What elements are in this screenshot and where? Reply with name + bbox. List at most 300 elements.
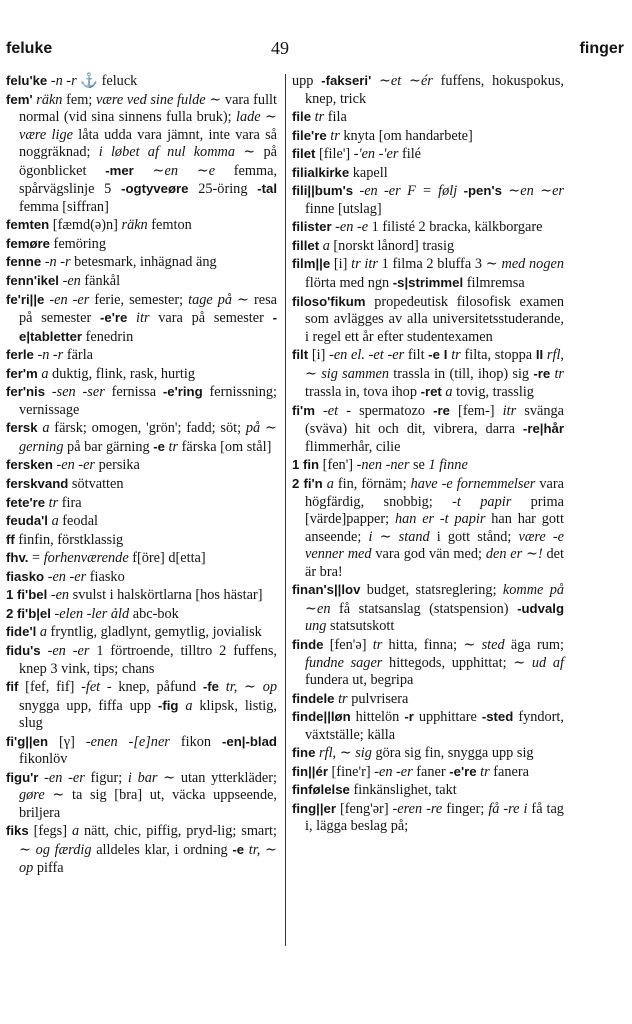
entry-italic: -fet — [81, 679, 101, 696]
entry-italic: -en -er — [47, 568, 87, 585]
entry-italic: ∼ ud af — [513, 654, 564, 671]
entry-text: trassla in, tova ihop — [305, 384, 421, 401]
entry-text: [fegs] — [28, 823, 72, 840]
entry-italic: -'en -'er — [353, 146, 399, 163]
dictionary-entry — [292, 293, 564, 347]
entry-headword: figu'r — [6, 769, 39, 785]
entry-italic: ∼en ∼er — [508, 183, 565, 200]
entry-text: f[öre] d[etta] — [128, 550, 206, 567]
entry-subword: -s|strimmel — [392, 275, 464, 291]
entry-italic: på ∼ gerning — [19, 420, 277, 455]
entry-headword: fersken — [6, 457, 53, 473]
entry-headword: file — [292, 109, 312, 125]
right-column — [292, 72, 564, 836]
dictionary-entry — [292, 346, 564, 402]
entry-headword: 1 fin — [292, 457, 320, 473]
entry-italic: i ∼ stand — [368, 528, 430, 545]
entry-text: fernissa — [104, 384, 163, 401]
entry-italic: tr — [554, 365, 564, 382]
entry-text: - spermatozo — [338, 402, 434, 419]
entry-italic: a — [42, 420, 50, 437]
dictionary-entry — [6, 235, 277, 254]
entry-text: sötvatten — [68, 476, 124, 493]
entry-text: propedeutisk filosofisk examen som avlägges av alla universitetsstuderande, i regel ett år efter studentexamen — [305, 293, 564, 345]
entry-text: femma, spårvägslinje 5 — [19, 162, 278, 198]
entry-text: [i] — [330, 256, 352, 273]
entry-text: filta, stoppa — [460, 347, 536, 364]
entry-headword: fiks — [6, 823, 29, 839]
dictionary-entry — [6, 419, 277, 456]
entry-text: vara på semester — [149, 310, 273, 327]
entry-headword: finan's||lov — [292, 582, 361, 598]
dictionary-entry — [292, 636, 564, 690]
entry-subword: -tal — [257, 181, 278, 197]
entry-italic: a — [445, 384, 453, 401]
entry-text: [fen'] — [319, 457, 357, 474]
entry-italic: forhenværende — [43, 550, 129, 567]
entry-text: göra sig fin, snygga upp sig — [371, 745, 534, 762]
entry-text: statsutskott — [326, 618, 395, 635]
dictionary-entry — [6, 605, 277, 624]
entry-headword: fi'g||en — [6, 733, 49, 749]
page-number: 49 — [271, 38, 289, 58]
entry-subword: II — [535, 347, 544, 363]
entry-text: finne [utslag] — [305, 200, 382, 217]
entry-italic: -n -r — [50, 73, 77, 89]
entry-headword: finde — [292, 636, 324, 652]
dictionary-entry — [292, 164, 564, 183]
entry-headword: 2 fi'n — [292, 476, 323, 492]
entry-headword: fer'm — [6, 365, 38, 381]
entry-text: [norskt lånord] trasig — [329, 237, 455, 254]
entry-text: fenedrin — [82, 328, 134, 345]
entry-italic: -et — [323, 402, 339, 419]
entry-italic: ∼ med nogen — [485, 256, 564, 273]
entry-italic: have -e fornemmelser — [410, 476, 536, 493]
entry-text: [file'] — [315, 146, 354, 163]
dictionary-entry — [6, 346, 277, 365]
dictionary-entry — [292, 456, 564, 475]
entry-text: pulvrisera — [347, 690, 409, 707]
entry-text: äga rum; — [504, 636, 564, 653]
entry-text: resa på semester — [19, 291, 278, 327]
dictionary-entry — [292, 581, 564, 636]
entry-text: 1 filma 2 bluffa 3 — [377, 256, 486, 273]
entry-text: i gott stånd; — [429, 528, 519, 545]
entry-text: duktig, flink, rask, hurtig — [48, 365, 195, 382]
entry-subword: -mer — [105, 162, 134, 178]
entry-italic: ∼ og færdig — [19, 841, 92, 858]
entry-italic: komme på ∼en — [305, 582, 564, 617]
entry-text: filé — [398, 146, 422, 163]
entry-italic: -en -er — [44, 769, 85, 786]
entry-subword: -fig — [157, 697, 179, 713]
entry-headword: fer'nis — [6, 384, 46, 400]
entry-text: låta udda vara jämnt, inte vara så noggräknad; — [19, 126, 277, 161]
entry-headword: fenne — [6, 254, 42, 270]
dictionary-entry — [292, 127, 564, 146]
entry-italic: tr — [451, 347, 461, 364]
entry-text: hittelön — [350, 709, 405, 726]
entry-subword: -en|-blad — [222, 733, 277, 749]
entry-italic: tr itr — [351, 256, 378, 273]
entry-italic: a — [326, 476, 334, 493]
dictionary-entry — [6, 72, 277, 91]
entry-italic: ∼ sted — [463, 636, 505, 653]
left-column — [6, 72, 277, 877]
entry-italic: itr — [502, 402, 517, 419]
dictionary-entry — [292, 763, 564, 782]
entry-text: trassla in (till, ihop) sig — [389, 365, 534, 382]
entry-text: 1 filisté 2 bracka, kälkborgare — [368, 219, 543, 236]
entry-text: filmremsa — [463, 275, 525, 292]
entry-text — [127, 310, 136, 326]
entry-italic: rfl, ∼ sig — [319, 745, 372, 762]
entry-text: fuffens, hokuspokus, knep, trick — [305, 73, 564, 107]
entry-text: fundera ut, begripa — [305, 672, 414, 689]
entry-italic: -en -er — [47, 642, 90, 659]
entry-text: femöring — [49, 235, 106, 252]
entry-italic: fundne sager — [305, 654, 383, 671]
dictionary-entry — [6, 383, 277, 419]
entry-italic: a — [71, 823, 80, 840]
entry-subword: -r — [404, 709, 414, 725]
entry-text: femma [siffran] — [19, 198, 109, 215]
dictionary-entry — [6, 623, 277, 642]
entry-text: [fine'r] — [327, 763, 375, 780]
entry-text — [134, 163, 153, 179]
entry-text: vara högfärdig, snobbig; — [305, 476, 564, 510]
dictionary-entry — [6, 769, 277, 823]
entry-italic: räkn — [36, 91, 63, 108]
entry-text: femton — [147, 217, 192, 234]
entry-italic: -en — [62, 273, 81, 290]
entry-italic: -n -r — [44, 254, 71, 271]
dictionary-entry — [292, 218, 564, 237]
entry-text: nätt, chic, piffig, pryd-lig; smart; — [79, 823, 277, 840]
dictionary-entry — [6, 291, 277, 347]
entry-italic: lade ∼ være lige — [19, 109, 277, 143]
entry-text: kapell — [349, 164, 388, 181]
dictionary-entry — [6, 456, 277, 475]
dictionary-entry — [6, 678, 277, 733]
entry-text: = — [28, 550, 44, 567]
entry-text: fikon — [169, 733, 223, 750]
entry-text — [41, 643, 48, 659]
entry-text: fänkål — [80, 273, 121, 290]
entry-text: fyndort, växtställe; källa — [305, 709, 564, 743]
entry-subword: -re — [433, 402, 450, 418]
entry-text — [45, 384, 52, 400]
entry-headword: fillet — [292, 237, 320, 253]
entry-headword: fi'm — [292, 402, 315, 418]
entry-text: fin, förnäm; — [333, 476, 411, 493]
entry-italic: -enen -[e]ner — [85, 733, 170, 750]
running-head-last-word: finger — [579, 40, 624, 57]
entry-text — [219, 679, 226, 695]
entry-text: finger; — [442, 800, 489, 817]
entry-text: knyta [om handarbete] — [339, 127, 473, 144]
entry-text: färska [om stål] — [178, 438, 272, 455]
entry-text: på ögonblicket — [19, 144, 278, 179]
dictionary-entry — [292, 690, 564, 709]
entry-text: filt — [404, 347, 429, 364]
entry-italic: -en -e — [335, 219, 369, 236]
entry-subword: -fe — [202, 679, 220, 695]
entry-headword: fine — [292, 745, 316, 761]
dictionary-entry — [292, 800, 564, 836]
dictionary-entry — [292, 781, 564, 800]
entry-italic: -n -r — [37, 347, 64, 364]
entry-italic: a — [41, 365, 49, 382]
running-head — [0, 38, 632, 66]
entry-headword: fete're — [6, 494, 46, 510]
dictionary-entry — [6, 475, 277, 494]
entry-italic: være ved sine fulde — [95, 91, 206, 108]
entry-italic: tr, ∼ op — [19, 841, 277, 876]
dictionary-entry — [6, 531, 277, 550]
entry-headword: fe'ri||e — [6, 291, 45, 307]
entry-text: faner — [412, 763, 450, 780]
entry-headword: fhv. — [6, 550, 29, 566]
entry-italic: a — [51, 513, 59, 530]
entry-text: hittegods, upphittat; — [382, 654, 514, 671]
entry-italic: tr — [314, 109, 325, 126]
entry-subword: -udvalg — [517, 600, 564, 616]
entry-subword: -ret — [420, 384, 442, 400]
entry-italic: -t papir — [452, 493, 512, 510]
dictionary-entry — [6, 822, 277, 877]
entry-text: persika — [95, 457, 140, 474]
entry-text: fernissning; vernissage — [19, 384, 277, 418]
entry-text: vara god vän med; — [371, 546, 486, 563]
entry-headword: femten — [6, 217, 50, 233]
entry-text: prima [värde]papper; — [305, 493, 564, 528]
entry-italic: a — [39, 624, 47, 641]
entry-text: färla — [63, 347, 94, 364]
entry-subword: -e — [232, 841, 245, 857]
dictionary-entry — [6, 512, 277, 531]
entry-text: 1 förtroende, tilltro 2 fuffens, knep 3 vink, tips; chans — [19, 642, 278, 677]
entry-italic: -elen -ler ảld — [54, 605, 130, 622]
entry-headword: fili||bum's — [292, 183, 354, 199]
entry-text: få statsanslag (statspension) — [330, 600, 518, 617]
entry-text: betesmark, inhägnad äng — [70, 254, 217, 271]
entry-text: hitta, finna; — [382, 636, 464, 653]
dictionary-entry — [292, 402, 564, 457]
entry-text: fryntlig, gladlynt, gemytlig, jovialisk — [46, 624, 262, 641]
entry-italic: -nen -ner — [356, 457, 410, 474]
entry-text: fira — [58, 494, 82, 511]
entry-italic: rfl, ∼ sig sammen — [305, 347, 564, 382]
entry-italic: tr — [48, 494, 59, 511]
entry-text: svulst i halskörtlarna [hos hästar] — [69, 587, 263, 604]
entry-italic: være -e venner med — [305, 528, 564, 563]
entry-italic: 1 finne — [428, 457, 468, 474]
dictionary-entry — [6, 216, 277, 235]
entry-text: utan ytterkläder; — [175, 769, 278, 786]
entry-text — [315, 403, 323, 419]
entry-text: svänga (sväva) hit och dit, vibrera, darra — [305, 402, 564, 438]
entry-headword: femøre — [6, 235, 50, 251]
dictionary-entry — [6, 494, 277, 513]
entry-headword: ff — [6, 531, 15, 547]
entry-text: [feng'ər] — [336, 800, 393, 817]
entry-italic: -en -er F = følj — [359, 183, 458, 200]
entry-subword: -fakseri' — [321, 73, 372, 88]
entry-text: [fef, fif] — [18, 679, 82, 696]
entry-italic: tr — [168, 438, 179, 455]
entry-headword: filialkirke — [292, 164, 350, 180]
entry-text: [γ] — [48, 733, 86, 750]
entry-italic: den er ∼! — [485, 546, 543, 563]
entry-italic: -en -er — [374, 763, 413, 780]
entry-text: budget, statsreglering; — [360, 582, 503, 599]
dictionary-entry — [6, 272, 277, 291]
entry-subword: -e — [153, 438, 165, 454]
entry-text: ferie, semester; — [89, 291, 189, 308]
entry-italic: -sen -ser — [51, 384, 105, 401]
entry-subword: -re — [533, 365, 551, 381]
entry-headword: 2 fi'b|el — [6, 605, 51, 621]
entry-subword: -ogtyveøre — [121, 181, 189, 197]
dictionary-entry — [292, 72, 564, 108]
entry-italic: itr — [136, 310, 150, 327]
entry-text: fikonlöv — [19, 751, 68, 768]
entry-text: 25-öring — [188, 181, 258, 198]
entry-text: färsk; omogen, 'grön'; fadd; söt; — [49, 420, 246, 437]
entry-text: finkänslighet, takt — [349, 782, 457, 799]
dictionary-entry — [292, 255, 564, 292]
entry-text: [i] — [308, 347, 330, 364]
entry-headword: fif — [6, 679, 19, 695]
entry-italic: a — [185, 697, 193, 714]
entry-italic: ung — [305, 618, 327, 635]
entry-italic: tr — [338, 690, 348, 707]
entry-italic: i bar ∼ — [127, 769, 176, 786]
entry-text: han har gott anseende; — [305, 511, 564, 545]
entry-text: [fen'ə] — [323, 636, 373, 653]
entry-text: fem; — [62, 91, 96, 108]
entry-headword: findele — [292, 690, 335, 706]
entry-headword: film||e — [292, 256, 331, 272]
entry-headword: file're — [292, 127, 327, 143]
entry-headword: filister — [292, 219, 332, 235]
entry-headword: fersk — [6, 420, 38, 436]
entry-italic: ∼en ∼e — [152, 162, 216, 179]
entry-headword: ferskvand — [6, 476, 69, 492]
entry-italic: -en -er — [49, 291, 90, 308]
entry-text: abc-bok — [129, 605, 179, 622]
entry-text: ∼ vara fullt normal (vid sina sinnens fulla bruk); — [19, 91, 277, 126]
entry-italic: tr — [330, 127, 340, 144]
entry-headword: filoso'fikum — [292, 293, 366, 309]
dictionary-entry — [292, 145, 564, 164]
entry-headword: fenn'ikel — [6, 273, 59, 289]
dictionary-entry — [292, 708, 564, 744]
dictionary-entry — [6, 91, 277, 217]
entry-italic: räkn — [121, 217, 148, 234]
entry-text: alldeles klar, i ordning — [91, 841, 233, 858]
entry-headword: finfølelse — [292, 782, 350, 798]
entry-headword: fidu's — [6, 642, 41, 658]
entry-italic: han er -t papir — [394, 511, 486, 528]
dictionary-entry — [292, 744, 564, 763]
entry-text: [fæmd(ə)n] — [49, 217, 122, 234]
entry-text: - knep, påfund — [100, 679, 203, 696]
dictionary-entry — [6, 733, 277, 769]
entry-subword: -e I — [428, 347, 448, 363]
entry-subword: -pen's — [463, 183, 502, 199]
column-divider — [285, 74, 286, 946]
dictionary-entry — [6, 568, 277, 587]
entry-subword: -sted — [481, 709, 514, 725]
entry-text: det är bra! — [305, 546, 565, 580]
entry-text: på bar gärning — [63, 438, 154, 455]
entry-headword: fiasko — [6, 568, 45, 584]
dictionary-entry — [6, 642, 277, 678]
entry-text: ⚓ feluck — [76, 73, 138, 89]
entry-text: fila — [324, 109, 347, 126]
entry-italic: tage på ∼ — [188, 291, 249, 308]
entry-italic: ∼et ∼ér — [378, 73, 433, 89]
entry-text: fanera — [489, 763, 529, 780]
entry-text: feodal — [58, 513, 99, 530]
entry-subword: -e|tabletter — [19, 310, 277, 344]
entry-italic: tr — [372, 636, 383, 653]
entry-text: figur; — [84, 769, 128, 786]
entry-text: finfin, förstklassig — [14, 531, 124, 548]
entry-text: få tag i, lägga beslag på; — [305, 800, 564, 835]
entry-text — [371, 73, 379, 89]
entry-headword: 1 fi'bel — [6, 587, 48, 603]
entry-text: ta sig [bra] ut, väcka uppseende, briljera — [19, 787, 278, 821]
dictionary-entry — [292, 237, 564, 256]
entry-subword: -e're — [449, 763, 477, 779]
dictionary-entry — [6, 586, 277, 605]
dictionary-entry — [292, 475, 564, 581]
entry-text: fiasko — [86, 568, 125, 585]
entry-italic: gøre ∼ — [19, 787, 65, 804]
entry-italic: a — [322, 237, 330, 254]
entry-headword: feuda'l — [6, 513, 48, 529]
entry-text: snygga upp, fiffa upp — [19, 697, 158, 714]
entry-headword: felu'ke — [6, 73, 48, 88]
dictionary-entry — [6, 549, 277, 568]
entry-headword: fem' — [6, 91, 33, 107]
entry-italic: få -re i — [488, 800, 528, 817]
entry-italic: -en -er — [56, 457, 95, 474]
entry-italic: tr — [480, 763, 490, 780]
entry-italic: -en el. -et -er — [329, 347, 405, 364]
dictionary-entry — [292, 108, 564, 127]
entry-headword: finde||løn — [292, 709, 351, 725]
entry-italic: -en — [50, 587, 70, 604]
entry-headword: filet — [292, 146, 316, 162]
entry-text: flörta med ngn — [305, 275, 393, 292]
dictionary-entry — [6, 365, 277, 384]
entry-text: se — [409, 457, 429, 474]
entry-text: upp — [292, 73, 322, 89]
entry-text: upphittare — [413, 709, 482, 726]
entry-headword: ferle — [6, 347, 34, 363]
entry-headword: fing||er — [292, 800, 337, 816]
entry-headword: filt — [292, 347, 309, 363]
entry-headword: fin||ér — [292, 763, 328, 779]
entry-text: [fem-] — [449, 402, 503, 419]
running-head-first-word: feluke — [6, 40, 53, 57]
dictionary-entry — [6, 253, 277, 272]
